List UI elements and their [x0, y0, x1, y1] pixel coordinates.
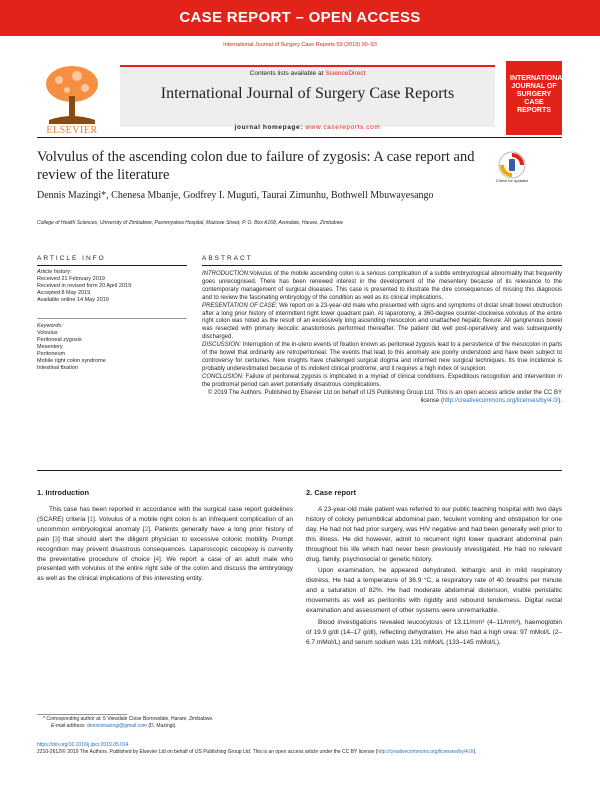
article-info-rule [37, 265, 187, 266]
open-access-banner: CASE REPORT – OPEN ACCESS [0, 0, 600, 36]
abstract-copyright: © 2019 The Authors. Published by Elsevier Ltd on behalf of IJS Publishing Group Ltd. This is an open access article under the CC BY license (http://creativecommons.org/licenses/by/4.0/). [207, 389, 562, 404]
elsevier-wordmark: ELSEVIER [46, 125, 98, 136]
reference-link[interactable]: 4 [155, 555, 160, 563]
homepage-label: journal homepage: [234, 124, 303, 131]
footnote-rule [37, 714, 127, 715]
history-item: Received in revised form 20 April 2019 [37, 283, 132, 289]
history-item: Available online 14 May 2019 [37, 297, 109, 303]
article-title: Volvulus of the ascending colon due to failure of zygosis: A case report and review of the literature [37, 149, 475, 183]
abstract-discussion: DISCUSSION: Interruption of the in-utero events of fixation known as peritoneal zygosis lead to a persistence of the mesocolon in parts of the bowel that ordinarily are retroperitoneal. The events that lead to this anomaly are poorly understood and have been subject to controversy for centuries. New insights have challenged surgical dogma and informed new surgical techniques. Its true incidence is probably underestimated because of its indolent clinical prodrome, and it requires a high index of suspicion. [202, 342, 563, 372]
journal-cover-image[interactable] [506, 61, 567, 135]
email-link[interactable]: dennismazingi@gmail.com [87, 723, 147, 729]
doi-link[interactable]: https://doi.org/10.1016/j.ijscr.2019.05.014 [37, 742, 129, 748]
history-item: Accepted 8 May 2019 [37, 290, 91, 296]
case-paragraph: A 23-year-old male patient was referred to our public teaching hospital with two days history of colicky periumbilical abdominal pain, feculent vomiting and obstipation for one day. He had not had prior surgery, was HIV negative and had been generally well prior to this illness. He did however, admit to recurrent right lower quadrant abdominal pain throughout his life which had never been previously investigated. He had no relevant drug, family, psychosocial or genetic history. [306, 506, 562, 563]
license-link[interactable]: http://creativecommons.org/licenses/by/4.0/ [442, 397, 559, 404]
sciencedirect-link[interactable]: ScienceDirect [325, 70, 366, 77]
reference-link[interactable]: 1 [89, 515, 94, 523]
introduction-paragraph: This case has been reported in accordance with the surgical case report guidelines (SCARE) criteria [1]. Volvulus of a mobile right colon is an infrequent complication of an uncommon embryological anomaly [2]. Patients generally have a long prior history of pain [3] that should alert the diligent physician to excessive colonic mobility. Prompt recognition may prevent disastrous consequences. Laparoscopic cecopexy is currently the preventative procedure of choice [4]. We report a case of an adult male who presented with volvulus of the entire right side of the colon and discuss the embryology as well as the clinical implications of this interesting entity. [37, 506, 293, 583]
case-paragraph: Upon examination, he appeared dehydrated, lethargic and in mild respiratory distress. He had a temperature of 36.9 °C, a respiratory rate of 40 breaths per minute and a saturation of 82%. He had moderate abdominal distension, visible peristaltic movements as well as peritonitis with rigidity and rebound tenderness. Digital rectal examination and assessment of other systems were unremarkable. [306, 567, 562, 615]
author-list: Dennis Mazingi*, Chenesa Mbanje, Godfrey I. Muguti, Taurai Zimunhu, Bothwell Mbuwayesango [37, 190, 434, 201]
keywords-label: Keywords: [37, 323, 63, 329]
keyword-item: Intestinal fixation [37, 365, 78, 371]
contents-prefix: Contents lists available at [249, 70, 324, 77]
corresponding-author-note: * Corresponding author at: 5 Viewdale Close Borrowdale, Harare, Zimbabwe. E-mail address: dennismazingi@gmail.com (D. Mazingi). [43, 716, 214, 729]
elsevier-tree-logo [37, 62, 107, 126]
introduction-heading: 1. Introduction [37, 488, 90, 497]
abstract-body [202, 271, 562, 405]
case-report-heading: 2. Case report [306, 488, 357, 497]
abstract-conclusion: CONCLUSION: Failure of peritoneal zygosis is implicated in a myriad of clinical conditions. Expeditious recognition and intervention in the prodromal period can avert potentially disastrous complications. [202, 373, 563, 388]
check-for-updates-label[interactable]: Check for updates [495, 178, 529, 183]
contents-line [120, 70, 495, 77]
issn-license-link[interactable]: http://creativecommons.org/licenses/by/4.0/ [377, 749, 474, 755]
reference-link[interactable]: 3 [54, 535, 58, 543]
keyword-item: Mesentery [37, 344, 63, 350]
keyword-item: Peritoneal zygosis [37, 337, 82, 343]
history-label: Article history: [37, 269, 72, 275]
header-rule [37, 137, 562, 138]
keywords-rule [37, 318, 187, 319]
affiliation: College of Health Sciences, University of Zimbabwe, Parirenyatwa Hospital, Mazowe Street, P. O. Box A168, Avondale, Harare, Zimbabwe [37, 220, 343, 226]
cover-title: INTERNATIONAL JOURNAL OF SURGERY CASE REPORTS [510, 75, 567, 114]
abstract-bottom-rule [37, 470, 562, 471]
case-report-body [306, 505, 562, 648]
journal-homepage [120, 124, 495, 131]
introduction-body [37, 505, 293, 584]
keyword-item: Volvulus [37, 330, 58, 336]
abstract-presentation: PRESENTATION OF CASE: We report on a 23-year-old male who presented with signs and symptoms of distal small bowel obstruction after a long prior history of intermittent right lower quadrant pain. At laparotomy, a 360-degree counter-clockwise volvulus of the entire right colon was noted as the result of an excessively long ascending mesocolon and unattached hepatic flexure. All gangrenous bowel was resected with primary ileocolic anastomosis performed thereafter. The patient did well post-operatively and was subsequently discharged. [202, 302, 562, 341]
article-info-heading: ARTICLE INFO [37, 255, 106, 262]
keyword-item: Peritoneum [37, 351, 66, 357]
check-for-updates-icon[interactable] [497, 150, 527, 180]
doi-block: https://doi.org/10.1016/j.ijscr.2019.05.014 2210-2612/© 2019 The Authors. Published by Elsevier Ltd on behalf of IJS Publishing Group Ltd. This is an open access article under the CC BY license (http://creativecommons.org/licenses/by/4.0/). [37, 742, 477, 755]
keyword-item: Mobile right colon syndrome [37, 358, 106, 364]
abstract-rule [202, 265, 562, 266]
case-paragraph: Blood investigations revealed leucocytosis of 13.11/mm³ (4–11/mm³), haemoglobin of 19.9 g/dl (14–17 g/dl), reflecting dehydration. He also had a high urea: 97 mMol/L (2–6.7 mMol/L) and serum sodium was 131 mMol/L (133–145 mMol/L). [306, 618, 562, 646]
citation-line[interactable]: International Journal of Surgery Case Reports 59 (2019) 90–93 [223, 42, 377, 48]
abstract-intro: INTRODUCTION:Volvulus of the mobile ascending colon is a serious complication of a subtle embryological abnormality that frequently goes unrecognised. There has been renewed interest in the development of the mesentery because of its relevance to the contemporary management of surgical diseases. This case is presented to illustrate the dire consequences of missing this diagnosis and to review the fascinating embryology of the condition as well as its clinical implications. [202, 271, 562, 301]
history-item: Received 21 February 2019 [37, 276, 105, 282]
abstract-heading: ABSTRACT [202, 255, 253, 262]
homepage-link[interactable]: www.casereports.com [305, 124, 381, 131]
journal-title[interactable]: International Journal of Surgery Case Reports [160, 85, 455, 102]
keywords [37, 323, 187, 372]
reference-link[interactable]: 2 [144, 525, 149, 533]
article-history [37, 269, 187, 304]
